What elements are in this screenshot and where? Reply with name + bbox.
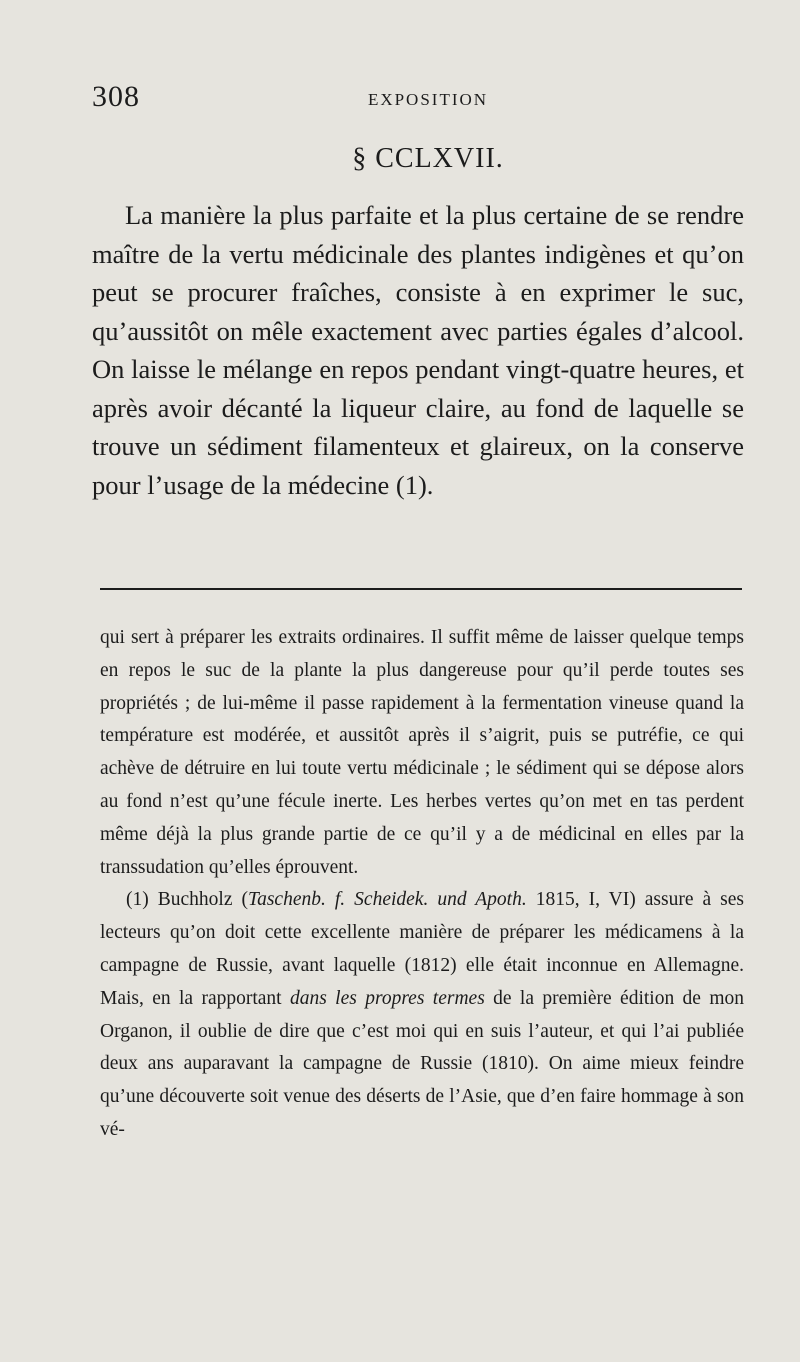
footnote-marker: (1) [126, 889, 149, 911]
main-paragraph: La manière la plus parfaite et la plus certaine de se rendre maître de la vertu médicinale des plantes indigènes et qu’on peut se procurer fraîches, consiste à en exprimer le suc, qu’aussitôt on mêle exactement avec parties égales d’alcool. On laisse le mélange en repos pendant vingt-quatre heures, et après avoir décanté la liqueur claire, au fond de laquelle se trouve un sédiment filamenteux et glaireux, on la conserve pour l’usage de la médecine (1). [92, 200, 744, 500]
footnotes-block [100, 622, 744, 1147]
footnote-continuation: qui sert à préparer les extraits ordinaires. Il suffit même de laisser quelque temps en repos le suc de la plante la plus dangereuse pour qu’il perde toutes ses propriétés ; de lui-même il passe rapidement à la fermentation vineuse quand la température est modérée, et aussitôt après il s’aigrit, puis se putréfie, ce qui achève de détruire en lui toute vertu médicinale ; le sédiment qui se dépose alors au fond n’est qu’une fécule inerte. Les herbes vertes qu’on met en tas perdent même déjà la plus grande partie de ce qu’il y a de médicinal en elles par la transsudation qu’elles éprouvent. [100, 627, 744, 878]
footnote-text-a: 1815, I, VI) assure à ses lecteurs qu’on doit cette excellente manière de préparer les médicamens à la campagne de Russie, avant laquelle (1812) elle était inconnue en Allemagne. Mais, en la rapportant [100, 889, 744, 1009]
footnote-text-b: de la première édition de mon Organon, il oublie de dire que c’est moi qui en suis l’auteur, et qui l’ai publiée deux ans auparavant la campagne de Russie (1810). On aime mieux feindre qu’une découverte soit venue des déserts de l’Asie, que d’en faire hommage à son vé- [100, 987, 745, 1140]
footnote-source-title: Taschenb. f. Scheidek. und Apoth. [248, 889, 527, 911]
footnote-emphasis: dans les propres termes [289, 987, 485, 1009]
page-number: 308 [92, 80, 140, 113]
footnote-author: Buchholz ( [157, 889, 249, 911]
footnote-1 [100, 884, 744, 1146]
main-text-block [92, 196, 744, 504]
section-heading: § CCLXVII. [352, 143, 504, 174]
running-title: EXPOSITION [367, 90, 489, 109]
footnote-separator-rule [100, 588, 742, 590]
